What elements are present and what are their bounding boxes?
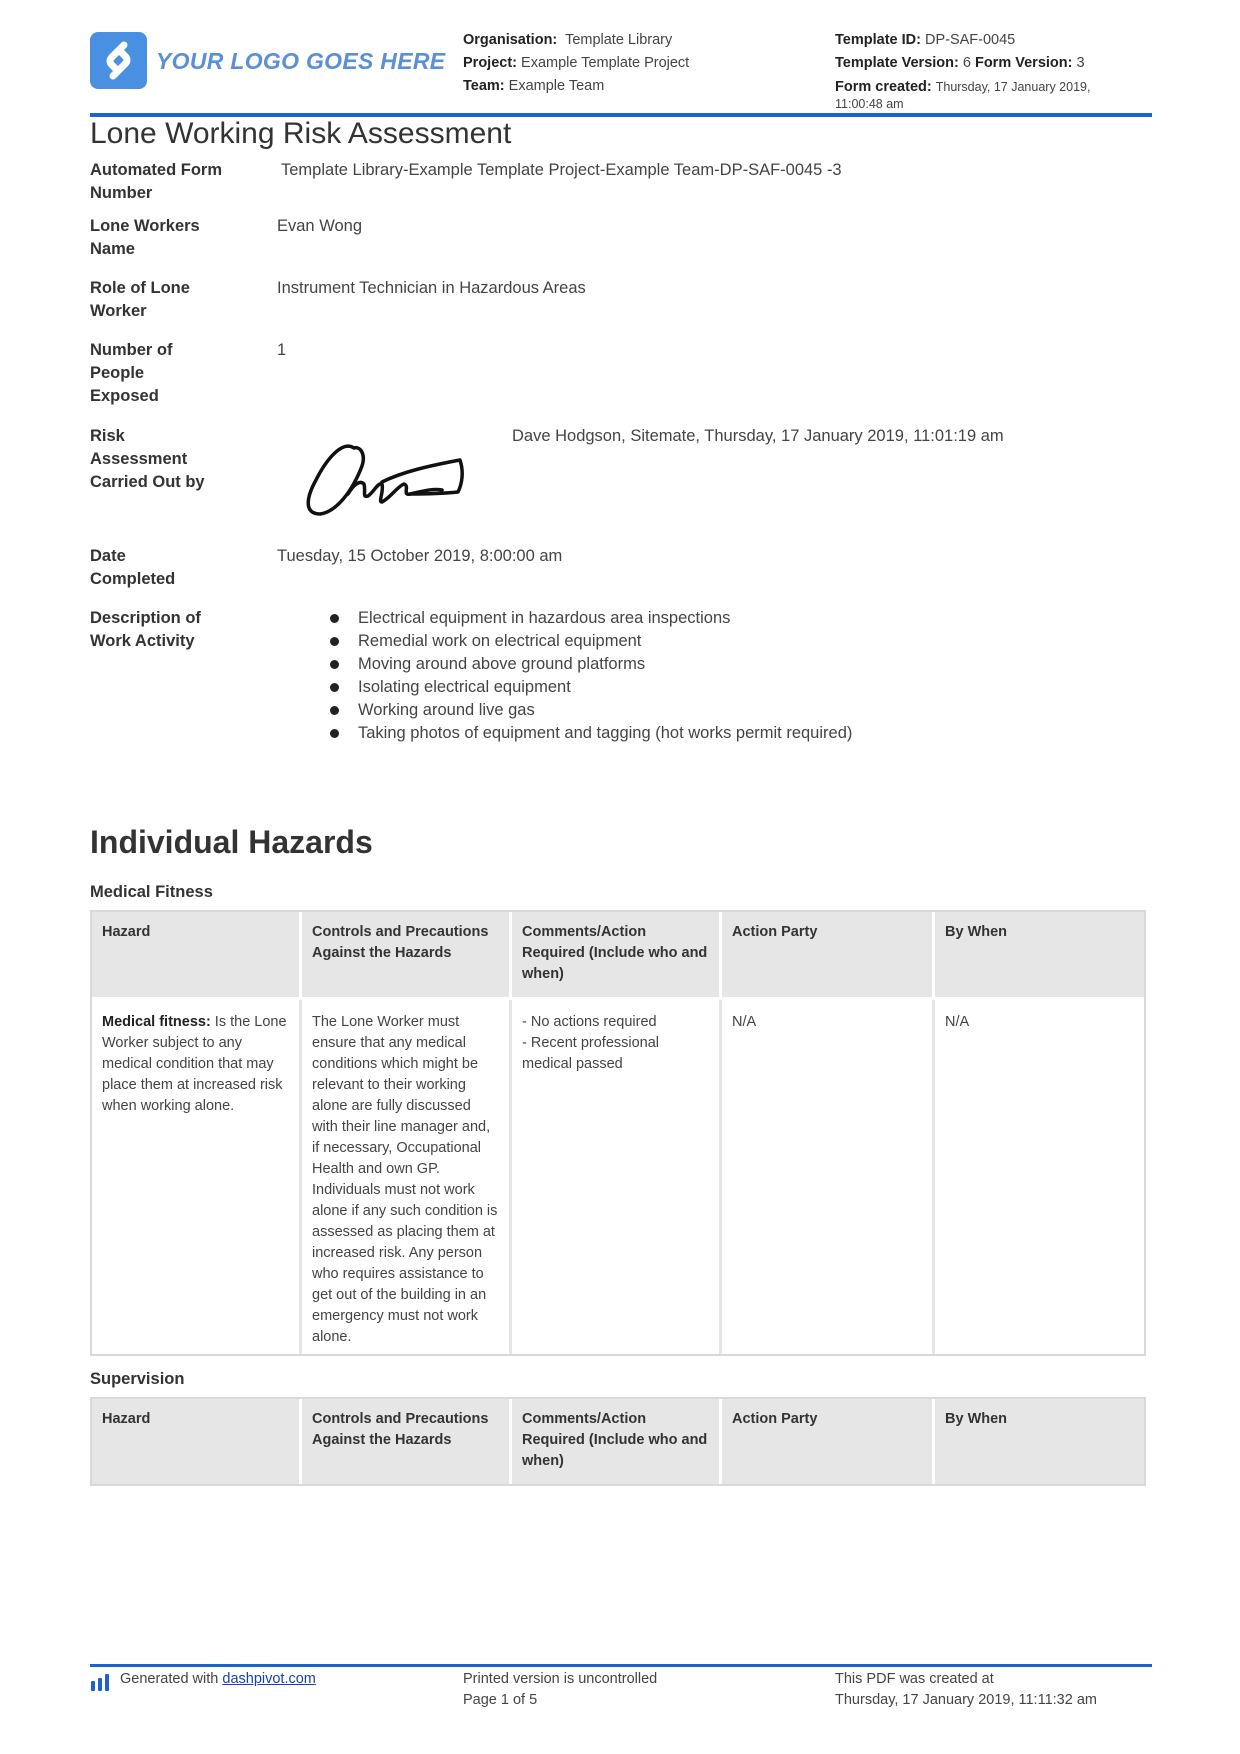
form-created-value: Thursday, 17 January 2019, (935, 80, 1091, 94)
worker-name-label: Lone Workers Name (90, 217, 200, 258)
signature-image (298, 436, 468, 524)
medical-fitness-table (90, 910, 1146, 1356)
footer-right (835, 1669, 1097, 1711)
table-header-row (92, 912, 1144, 1000)
description-label: Description of Work Activity (90, 609, 201, 650)
hazard-cell (92, 1000, 302, 1354)
comment-line: - No actions required (522, 1014, 657, 1030)
pdf-created-label: This PDF was created at (835, 1671, 994, 1687)
form-created-time: 11:00:48 am (835, 97, 904, 111)
template-id-value: DP-SAF-0045 (924, 32, 1016, 48)
header-template-block (835, 29, 1155, 112)
carried-out-label: Risk Assessment Carried Out by (90, 427, 205, 491)
table-header-row (92, 1399, 1144, 1484)
by-when-cell: N/A (945, 1014, 970, 1030)
date-completed-value: Tuesday, 15 October 2019, 8:00:00 am (277, 547, 563, 565)
project-value: Example Template Project (521, 55, 690, 71)
form-created-label: Form created: (835, 79, 932, 95)
role-label: Role of Lone Worker (90, 279, 190, 320)
column-header-hazard: Hazard (92, 1399, 302, 1484)
dashpivot-logo-icon (90, 1672, 114, 1697)
team-label: Team: (463, 78, 505, 94)
column-header-controls: Controls and Precautions Against the Hazards (302, 912, 512, 1000)
team-value: Example Team (508, 78, 605, 94)
column-header-by-when: By When (935, 912, 1144, 1000)
page-title: Lone Working Risk Assessment (90, 117, 512, 150)
people-exposed-value: 1 (277, 341, 287, 359)
date-completed-label: Date Completed (90, 547, 176, 588)
comment-line: - Recent professional medical passed (522, 1035, 660, 1072)
template-id-label: Template ID: (835, 32, 921, 48)
people-exposed-label: Number of People Exposed (90, 341, 173, 405)
organisation-value: Template Library (565, 32, 673, 48)
section-title: Individual Hazards (90, 824, 373, 860)
column-header-action-party: Action Party (722, 912, 935, 1000)
action-party-cell: N/A (722, 1000, 935, 1354)
list-item: Electrical equipment in hazardous area inspections (330, 607, 852, 630)
dashpivot-link[interactable]: dashpivot.com (222, 1671, 316, 1687)
hazard-bold: Medical fitness: (102, 1014, 211, 1030)
column-header-controls: Controls and Precautions Against the Hazards (302, 1399, 512, 1484)
page-number: Page 1 of 5 (463, 1692, 538, 1708)
list-item: Moving around above ground platforms (330, 653, 852, 676)
logo-text: YOUR LOGO GOES HERE (156, 48, 446, 74)
column-header-action-party: Action Party (722, 1399, 935, 1484)
column-header-comments: Comments/Action Required (Include who and when) (512, 1399, 722, 1484)
table-row (92, 1000, 1144, 1354)
medical-fitness-title: Medical Fitness (90, 883, 213, 901)
logo-icon (90, 32, 147, 89)
footer-center (463, 1669, 657, 1711)
project-label: Project: (463, 55, 517, 71)
template-version-label: Template Version: (835, 55, 959, 71)
footer-divider (90, 1664, 1152, 1667)
form-version-label: Form Version: (974, 55, 1073, 71)
hazard-text: Is the Lone Worker subject to any medical condition that may place them at increased risk when working alone. (102, 1014, 287, 1114)
comments-cell (512, 1000, 722, 1354)
form-number-label: Automated Form Number (90, 161, 222, 202)
supervision-title: Supervision (90, 1370, 185, 1388)
column-header-hazard: Hazard (92, 912, 302, 1000)
list-item: Isolating electrical equipment (330, 676, 852, 699)
generated-prefix: Generated with (120, 1671, 223, 1687)
description-list (330, 607, 852, 745)
list-item: Remedial work on electrical equipment (330, 630, 852, 653)
list-item: Working around live gas (330, 699, 852, 722)
controls-cell: The Lone Worker must ensure that any medical conditions which might be relevant to their working alone are fully discussed with their line manager and, if necessary, Occupational Health and own GP. Individuals must not work alone if any such condition is assessed as placing them at increased risk. Any person who requires assistance to get out of the building in an emergency must not work alone. (302, 1000, 512, 1354)
header-organisation-block (463, 29, 689, 98)
column-header-by-when: By When (935, 1399, 1144, 1484)
carried-out-value: Dave Hodgson, Sitemate, Thursday, 17 January 2019, 11:01:19 am (512, 427, 1004, 445)
supervision-table (90, 1397, 1146, 1486)
footer-generated (120, 1669, 316, 1690)
column-header-comments: Comments/Action Required (Include who and when) (512, 912, 722, 1000)
worker-name-value: Evan Wong (277, 217, 362, 235)
list-item: Taking photos of equipment and tagging (hot works permit required) (330, 722, 852, 745)
uncontrolled-note: Printed version is uncontrolled (463, 1671, 658, 1687)
form-version-value: 3 (1076, 55, 1085, 71)
organisation-label: Organisation: (463, 32, 558, 48)
role-value: Instrument Technician in Hazardous Areas (277, 279, 586, 297)
pdf-created-value: Thursday, 17 January 2019, 11:11:32 am (835, 1692, 1097, 1708)
template-version-value: 6 (962, 55, 971, 71)
form-number-value: Template Library-Example Template Project-Example Team-DP-SAF-0045 -3 (281, 161, 842, 179)
